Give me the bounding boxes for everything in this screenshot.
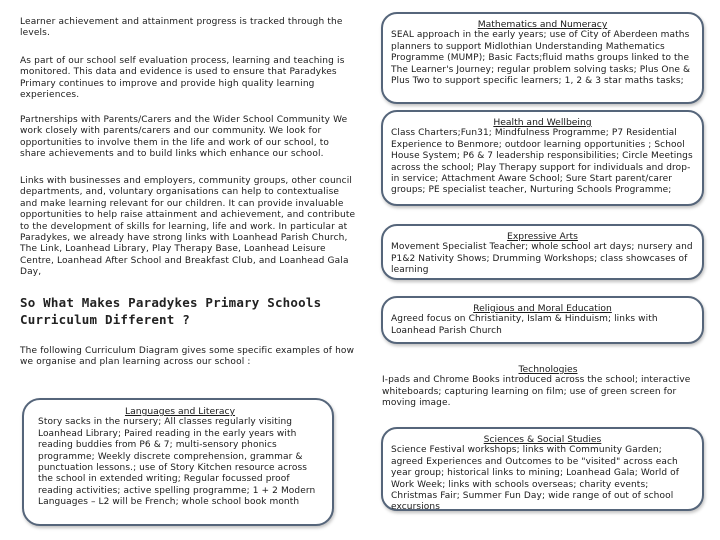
health-wellbeing-box	[381, 110, 704, 206]
technologies-section	[382, 364, 704, 410]
partnerships-paragraph: Partnerships with Parents/Carers and the Wider School Community We work closely with parents/carers and our community. We look for opportunities to involve them in the life and work of our school, to share achievements and to build links which enhance our school.	[20, 115, 348, 160]
health-wellbeing-body: Class Charters;Fun31; Mindfulness Programme; P7 Residential Experience to Benmore; outdoor learning opportunities ; School House System; P6 & 7 leadership responsibilities; Circle Meetings across the school; Play Therapy support for individuals and drop-in service; Attachment Aware School; Sure Start parent/carer groups; PE specialist teacher, Nurturing Schools Programme;	[391, 128, 693, 196]
expressive-arts-body: Movement Specialist Teacher; whole school art days; nursery and P1&2 Nativity Shows; Drumming Workshops; class showcases of learning	[391, 242, 693, 276]
sciences-social-title: Sciences & Social Studies	[483, 434, 602, 445]
tracking-paragraph: Learner achievement and attainment progress is tracked through the levels.	[20, 17, 343, 39]
expressive-arts-title: Expressive Arts	[507, 231, 578, 242]
religious-moral-box	[381, 296, 704, 344]
sciences-social-body: Science Festival workshops; links with Community Garden; agreed Experiences and Outcomes to be "visited" across each year group; historical links to mining; Loanhead Gala; World of Work Week; links with schools overseas; charity events; Christmas Fair; Summer Fun Day; wide range of out of school excursions	[391, 445, 680, 513]
languages-literacy-title: Languages and Literacy	[124, 406, 236, 417]
religious-moral-body: Agreed focus on Christianity, Islam & Hinduism; links with Loanhead Parish Church	[391, 314, 658, 336]
languages-literacy-body: Story sacks in the nursery; All classes regularly visiting Loanhead Library; Paired reading in the early years with reading buddies from P6 & 7; multi-sensory phonics programme; Weekly discrete comprehension, grammar & punctuation lessons.; use of Story Kitchen resource across the school in extended writing; Regular focussed proof reading activities; active spelling programme; 1 + 2 Modern Languages – L2 will be French; whole school book month	[38, 417, 316, 508]
technologies-title: Technologies	[518, 364, 578, 375]
business-links-paragraph: Links with businesses and employers, community groups, other council departments, and, voluntary organisations can help to contextualise and make learning relevant for our children. It can provide invaluable opportunities to help raise attainment and achievement, and contribute to the development of skills for learning, life and work. In particular at Paradykes, we already have strong links with Loanhead Parish Church, The Link, Loanhead Library, Play Therapy Base, Loanhead Leisure Centre, Loanhead After School and Breakfast Club, and Loanhead Gala Day,	[20, 176, 356, 278]
curriculum-heading: So What Makes Paradykes Primary Schools Curriculum Different ?	[20, 295, 322, 327]
languages-literacy-box	[22, 398, 334, 526]
maths-numeracy-body: SEAL approach in the early years; use of City of Aberdeen maths planners to support Midlothian Understanding Mathematics Programme (MUMP); Basic Facts;fluid maths groups linked to the The Learner's Journey; regular problem solving tasks; Plus One & Plus Two to support specific learners; 1, 2 & 3 star maths tasks;	[391, 30, 691, 87]
diagram-intro-paragraph: The following Curriculum Diagram gives some specific examples of how we organise and plan learning across our school :	[20, 346, 355, 368]
maths-numeracy-box	[381, 12, 704, 104]
sciences-social-box	[381, 427, 704, 511]
expressive-arts-box	[381, 224, 704, 280]
self-evaluation-paragraph: As part of our school self evaluation process, learning and teaching is monitored. This data and evidence is used to ensure that Paradykes Primary continues to improve and provide high quality learning experiences.	[20, 56, 345, 101]
religious-moral-title: Religious and Moral Education	[473, 303, 612, 314]
maths-numeracy-title: Mathematics and Numeracy	[477, 19, 608, 30]
technologies-body: I-pads and Chrome Books introduced across the school; interactive whiteboards; capturing learning on film; use of green screen for moving image.	[382, 375, 691, 409]
health-wellbeing-title: Health and Wellbeing	[493, 117, 592, 128]
